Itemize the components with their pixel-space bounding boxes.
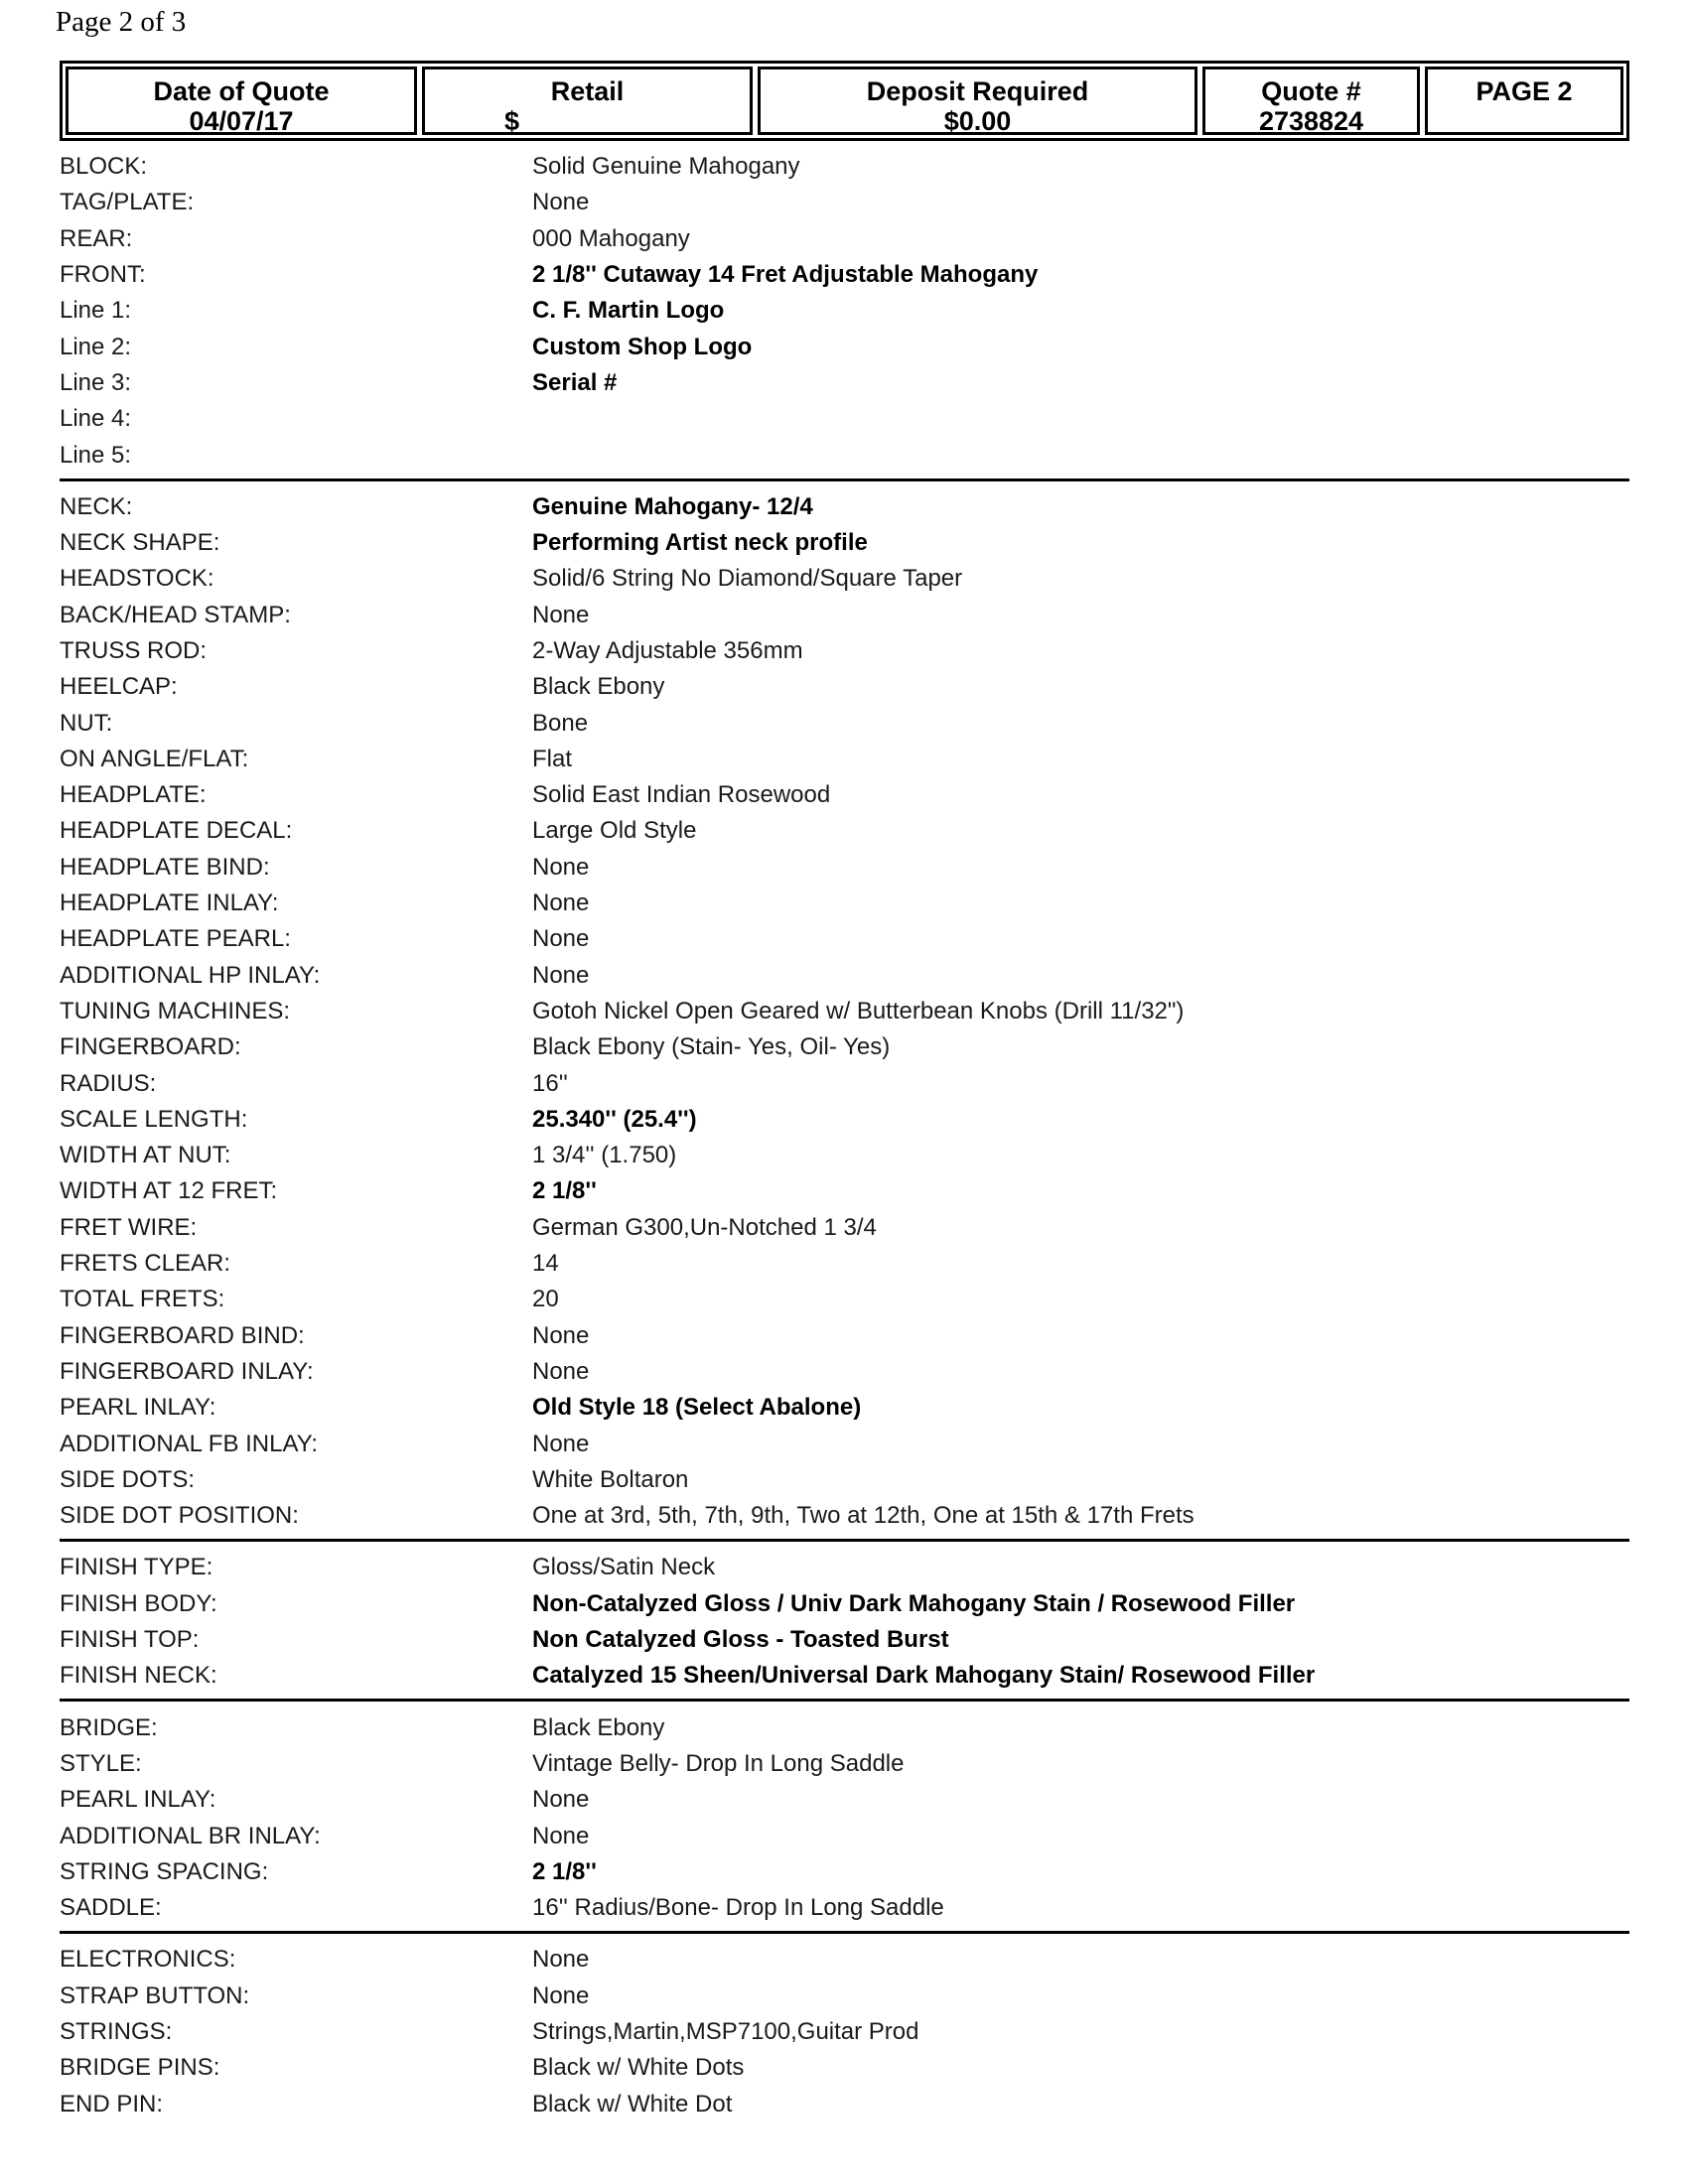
spec-row (60, 257, 1629, 293)
spec-row (60, 1890, 1629, 1926)
deposit-required-title: Deposit Required (866, 76, 1089, 106)
date-of-quote-cell (66, 67, 417, 135)
spec-row (60, 886, 1629, 921)
spec-row (60, 742, 1629, 777)
spec-label: END PIN: (60, 2090, 164, 2117)
spec-value: None (532, 1430, 590, 1457)
spec-label: WIDTH AT 12 FRET: (60, 1177, 278, 1205)
spec-row (60, 1102, 1629, 1138)
spec-row (60, 1854, 1629, 1890)
spec-value: Gloss/Satin Neck (532, 1554, 716, 1581)
spec-row (60, 1354, 1629, 1390)
spec-value: None (532, 1357, 590, 1385)
spec-value: White Boltaron (532, 1465, 689, 1493)
spec-label: SADDLE: (60, 1894, 162, 1922)
spec-row (60, 598, 1629, 633)
spec-row (60, 705, 1629, 741)
spec-value: One at 3rd, 5th, 7th, 9th, Two at 12th, One at 15th & 17th Frets (532, 1502, 1195, 1530)
spec-label: FINGERBOARD INLAY: (60, 1357, 314, 1385)
spec-row (60, 1818, 1629, 1853)
spec-row (60, 2050, 1629, 2086)
spec-value: None (532, 189, 590, 216)
spec-row (60, 1586, 1629, 1622)
spec-label: SIDE DOT POSITION: (60, 1502, 299, 1530)
spec-value: Flat (532, 745, 573, 772)
spec-value: Black w/ White Dots (532, 2054, 745, 2082)
spec-row (60, 1942, 1629, 1978)
retail-value: $ (504, 106, 520, 136)
spec-row (60, 185, 1629, 220)
spec-label: STRING SPACING: (60, 1857, 269, 1885)
spec-label: TRUSS ROD: (60, 637, 208, 664)
spec-value: None (532, 1946, 590, 1974)
spec-section (60, 1709, 1629, 1934)
spec-label: HEADPLATE DECAL: (60, 817, 293, 845)
spec-row (60, 777, 1629, 813)
spec-label: HEADPLATE BIND: (60, 853, 270, 881)
spec-row (60, 1498, 1629, 1534)
spec-label: SIDE DOTS: (60, 1465, 196, 1493)
spec-section (60, 149, 1629, 481)
spec-label: WIDTH AT NUT: (60, 1142, 231, 1169)
spec-label: TUNING MACHINES: (60, 997, 291, 1024)
spec-value: 2-Way Adjustable 356mm (532, 637, 803, 664)
spec-row (60, 1782, 1629, 1818)
spec-value: Black Ebony (532, 1713, 665, 1741)
spec-value: 16'' (532, 1069, 568, 1097)
page-number-cell (1425, 67, 1623, 135)
quote-number-value: 2738824 (1258, 106, 1364, 136)
spec-row (60, 1065, 1629, 1101)
spec-row (60, 1979, 1629, 2014)
spec-value: Non Catalyzed Gloss - Toasted Burst (532, 1626, 949, 1654)
spec-row (60, 525, 1629, 561)
spec-label: BRIDGE: (60, 1713, 158, 1741)
spec-row (60, 2086, 1629, 2121)
spec-value: None (532, 601, 590, 628)
spec-row (60, 365, 1629, 401)
spec-value: 20 (532, 1286, 559, 1313)
spec-section (60, 1942, 1629, 2126)
spec-row (60, 561, 1629, 597)
spec-label: REAR: (60, 224, 133, 252)
deposit-required-cell (758, 67, 1197, 135)
spec-row (60, 1709, 1629, 1745)
date-of-quote-title: Date of Quote (153, 76, 330, 106)
spec-label: Line 5: (60, 441, 132, 469)
spec-value: None (532, 961, 590, 989)
spec-label: STYLE: (60, 1749, 142, 1777)
spec-label: PEARL INLAY: (60, 1394, 216, 1422)
spec-value: Bone (532, 709, 589, 737)
spec-label: NECK: (60, 492, 133, 520)
spec-value: Genuine Mahogany- 12/4 (532, 492, 813, 520)
spec-label: FINISH BODY: (60, 1589, 217, 1617)
spec-row (60, 1462, 1629, 1498)
spec-value: Black Ebony (532, 673, 665, 701)
spec-label: Line 1: (60, 297, 132, 325)
retail-title: Retail (550, 76, 625, 106)
spec-value: 000 Mahogany (532, 224, 690, 252)
spec-value: None (532, 1981, 590, 2009)
spec-label: FINISH TOP: (60, 1626, 200, 1654)
spec-row (60, 1622, 1629, 1658)
spec-label: Line 2: (60, 333, 132, 360)
spec-row (60, 221, 1629, 257)
spec-label: HEADPLATE: (60, 781, 207, 809)
spec-label: HEADPLATE INLAY: (60, 889, 279, 917)
spec-value: 1 3/4'' (1.750) (532, 1142, 677, 1169)
spec-label: FRONT: (60, 261, 146, 289)
spec-value: Old Style 18 (Select Abalone) (532, 1394, 862, 1422)
spec-label: Line 4: (60, 405, 132, 433)
spec-value: None (532, 1822, 590, 1849)
spec-row (60, 813, 1629, 849)
spec-label: HEELCAP: (60, 673, 178, 701)
spec-value: Black Ebony (Stain- Yes, Oil- Yes) (532, 1033, 891, 1061)
spec-row (60, 489, 1629, 525)
spec-value: Strings,Martin,MSP7100,Guitar Prod (532, 2017, 919, 2045)
spec-row (60, 1426, 1629, 1461)
quote-header-table (60, 61, 1629, 141)
spec-value: Black w/ White Dot (532, 2090, 733, 2117)
spec-value: Custom Shop Logo (532, 333, 753, 360)
spec-list (60, 149, 1629, 2135)
spec-label: FRET WIRE: (60, 1213, 198, 1241)
spec-label: ADDITIONAL HP INLAY: (60, 961, 321, 989)
spec-row (60, 921, 1629, 957)
spec-value: None (532, 889, 590, 917)
spec-label: HEADPLATE PEARL: (60, 925, 291, 953)
spec-value: 2 1/8'' (532, 1857, 597, 1885)
spec-label: RADIUS: (60, 1069, 157, 1097)
spec-row (60, 850, 1629, 886)
spec-value: Solid East Indian Rosewood (532, 781, 831, 809)
spec-row (60, 1246, 1629, 1282)
spec-value: 2 1/8'' Cutaway 14 Fret Adjustable Mahogany (532, 261, 1039, 289)
spec-section (60, 489, 1629, 1543)
spec-value: None (532, 1321, 590, 1349)
spec-label: FINISH TYPE: (60, 1554, 213, 1581)
spec-value: Solid/6 String No Diamond/Square Taper (532, 565, 963, 593)
spec-value: German G300,Un-Notched 1 3/4 (532, 1213, 877, 1241)
spec-row (60, 2014, 1629, 2050)
spec-row (60, 401, 1629, 437)
deposit-required-value: $0.00 (943, 106, 1012, 136)
spec-value: None (532, 853, 590, 881)
spec-row (60, 1210, 1629, 1246)
page-indicator: Page 2 of 3 (56, 6, 187, 38)
spec-row (60, 1658, 1629, 1694)
spec-value: 16'' Radius/Bone- Drop In Long Saddle (532, 1894, 944, 1922)
spec-row (60, 958, 1629, 994)
spec-row (60, 1138, 1629, 1173)
spec-row (60, 149, 1629, 185)
spec-row (60, 1390, 1629, 1426)
quote-number-title: Quote # (1261, 76, 1361, 106)
spec-value: None (532, 1786, 590, 1814)
spec-section (60, 1550, 1629, 1702)
spec-value: Gotoh Nickel Open Geared w/ Butterbean Knobs (Drill 11/32") (532, 997, 1185, 1024)
spec-label: FINGERBOARD BIND: (60, 1321, 305, 1349)
spec-value: 2 1/8'' (532, 1177, 597, 1205)
spec-value: Catalyzed 15 Sheen/Universal Dark Mahogany Stain/ Rosewood Filler (532, 1662, 1316, 1690)
spec-label: FINISH NECK: (60, 1662, 217, 1690)
spec-label: TAG/PLATE: (60, 189, 195, 216)
spec-value: None (532, 925, 590, 953)
spec-label: TOTAL FRETS: (60, 1286, 225, 1313)
spec-row (60, 1173, 1629, 1209)
spec-value: 25.340'' (25.4'') (532, 1105, 697, 1133)
spec-row (60, 437, 1629, 473)
spec-label: ADDITIONAL BR INLAY: (60, 1822, 321, 1849)
spec-value: Serial # (532, 368, 618, 396)
spec-value: C. F. Martin Logo (532, 297, 725, 325)
spec-label: PEARL INLAY: (60, 1786, 216, 1814)
spec-label: ELECTRONICS: (60, 1946, 236, 1974)
spec-value: Performing Artist neck profile (532, 529, 868, 557)
date-of-quote-value: 04/07/17 (189, 106, 294, 136)
spec-label: STRINGS: (60, 2017, 173, 2045)
spec-row (60, 293, 1629, 329)
spec-value: Large Old Style (532, 817, 697, 845)
spec-row (60, 1746, 1629, 1782)
spec-label: Line 3: (60, 368, 132, 396)
spec-label: NUT: (60, 709, 113, 737)
spec-label: NECK SHAPE: (60, 529, 220, 557)
spec-row (60, 1282, 1629, 1317)
spec-row (60, 994, 1629, 1029)
spec-value: 14 (532, 1250, 559, 1278)
spec-label: SCALE LENGTH: (60, 1105, 248, 1133)
spec-label: ADDITIONAL FB INLAY: (60, 1430, 319, 1457)
retail-cell (422, 67, 753, 135)
spec-row (60, 633, 1629, 669)
spec-value: Vintage Belly- Drop In Long Saddle (532, 1749, 905, 1777)
spec-row (60, 1318, 1629, 1354)
page-number-title: PAGE 2 (1476, 76, 1573, 106)
spec-value: Non-Catalyzed Gloss / Univ Dark Mahogany Stain / Rosewood Filler (532, 1589, 1296, 1617)
spec-row (60, 669, 1629, 705)
spec-label: HEADSTOCK: (60, 565, 214, 593)
spec-label: ON ANGLE/FLAT: (60, 745, 249, 772)
spec-row (60, 329, 1629, 364)
spec-label: STRAP BUTTON: (60, 1981, 250, 2009)
spec-value: Solid Genuine Mahogany (532, 153, 800, 181)
spec-label: BLOCK: (60, 153, 148, 181)
spec-label: BACK/HEAD STAMP: (60, 601, 291, 628)
quote-number-cell (1202, 67, 1420, 135)
spec-label: BRIDGE PINS: (60, 2054, 220, 2082)
spec-row (60, 1029, 1629, 1065)
spec-row (60, 1550, 1629, 1585)
spec-label: FINGERBOARD: (60, 1033, 241, 1061)
spec-label: FRETS CLEAR: (60, 1250, 231, 1278)
